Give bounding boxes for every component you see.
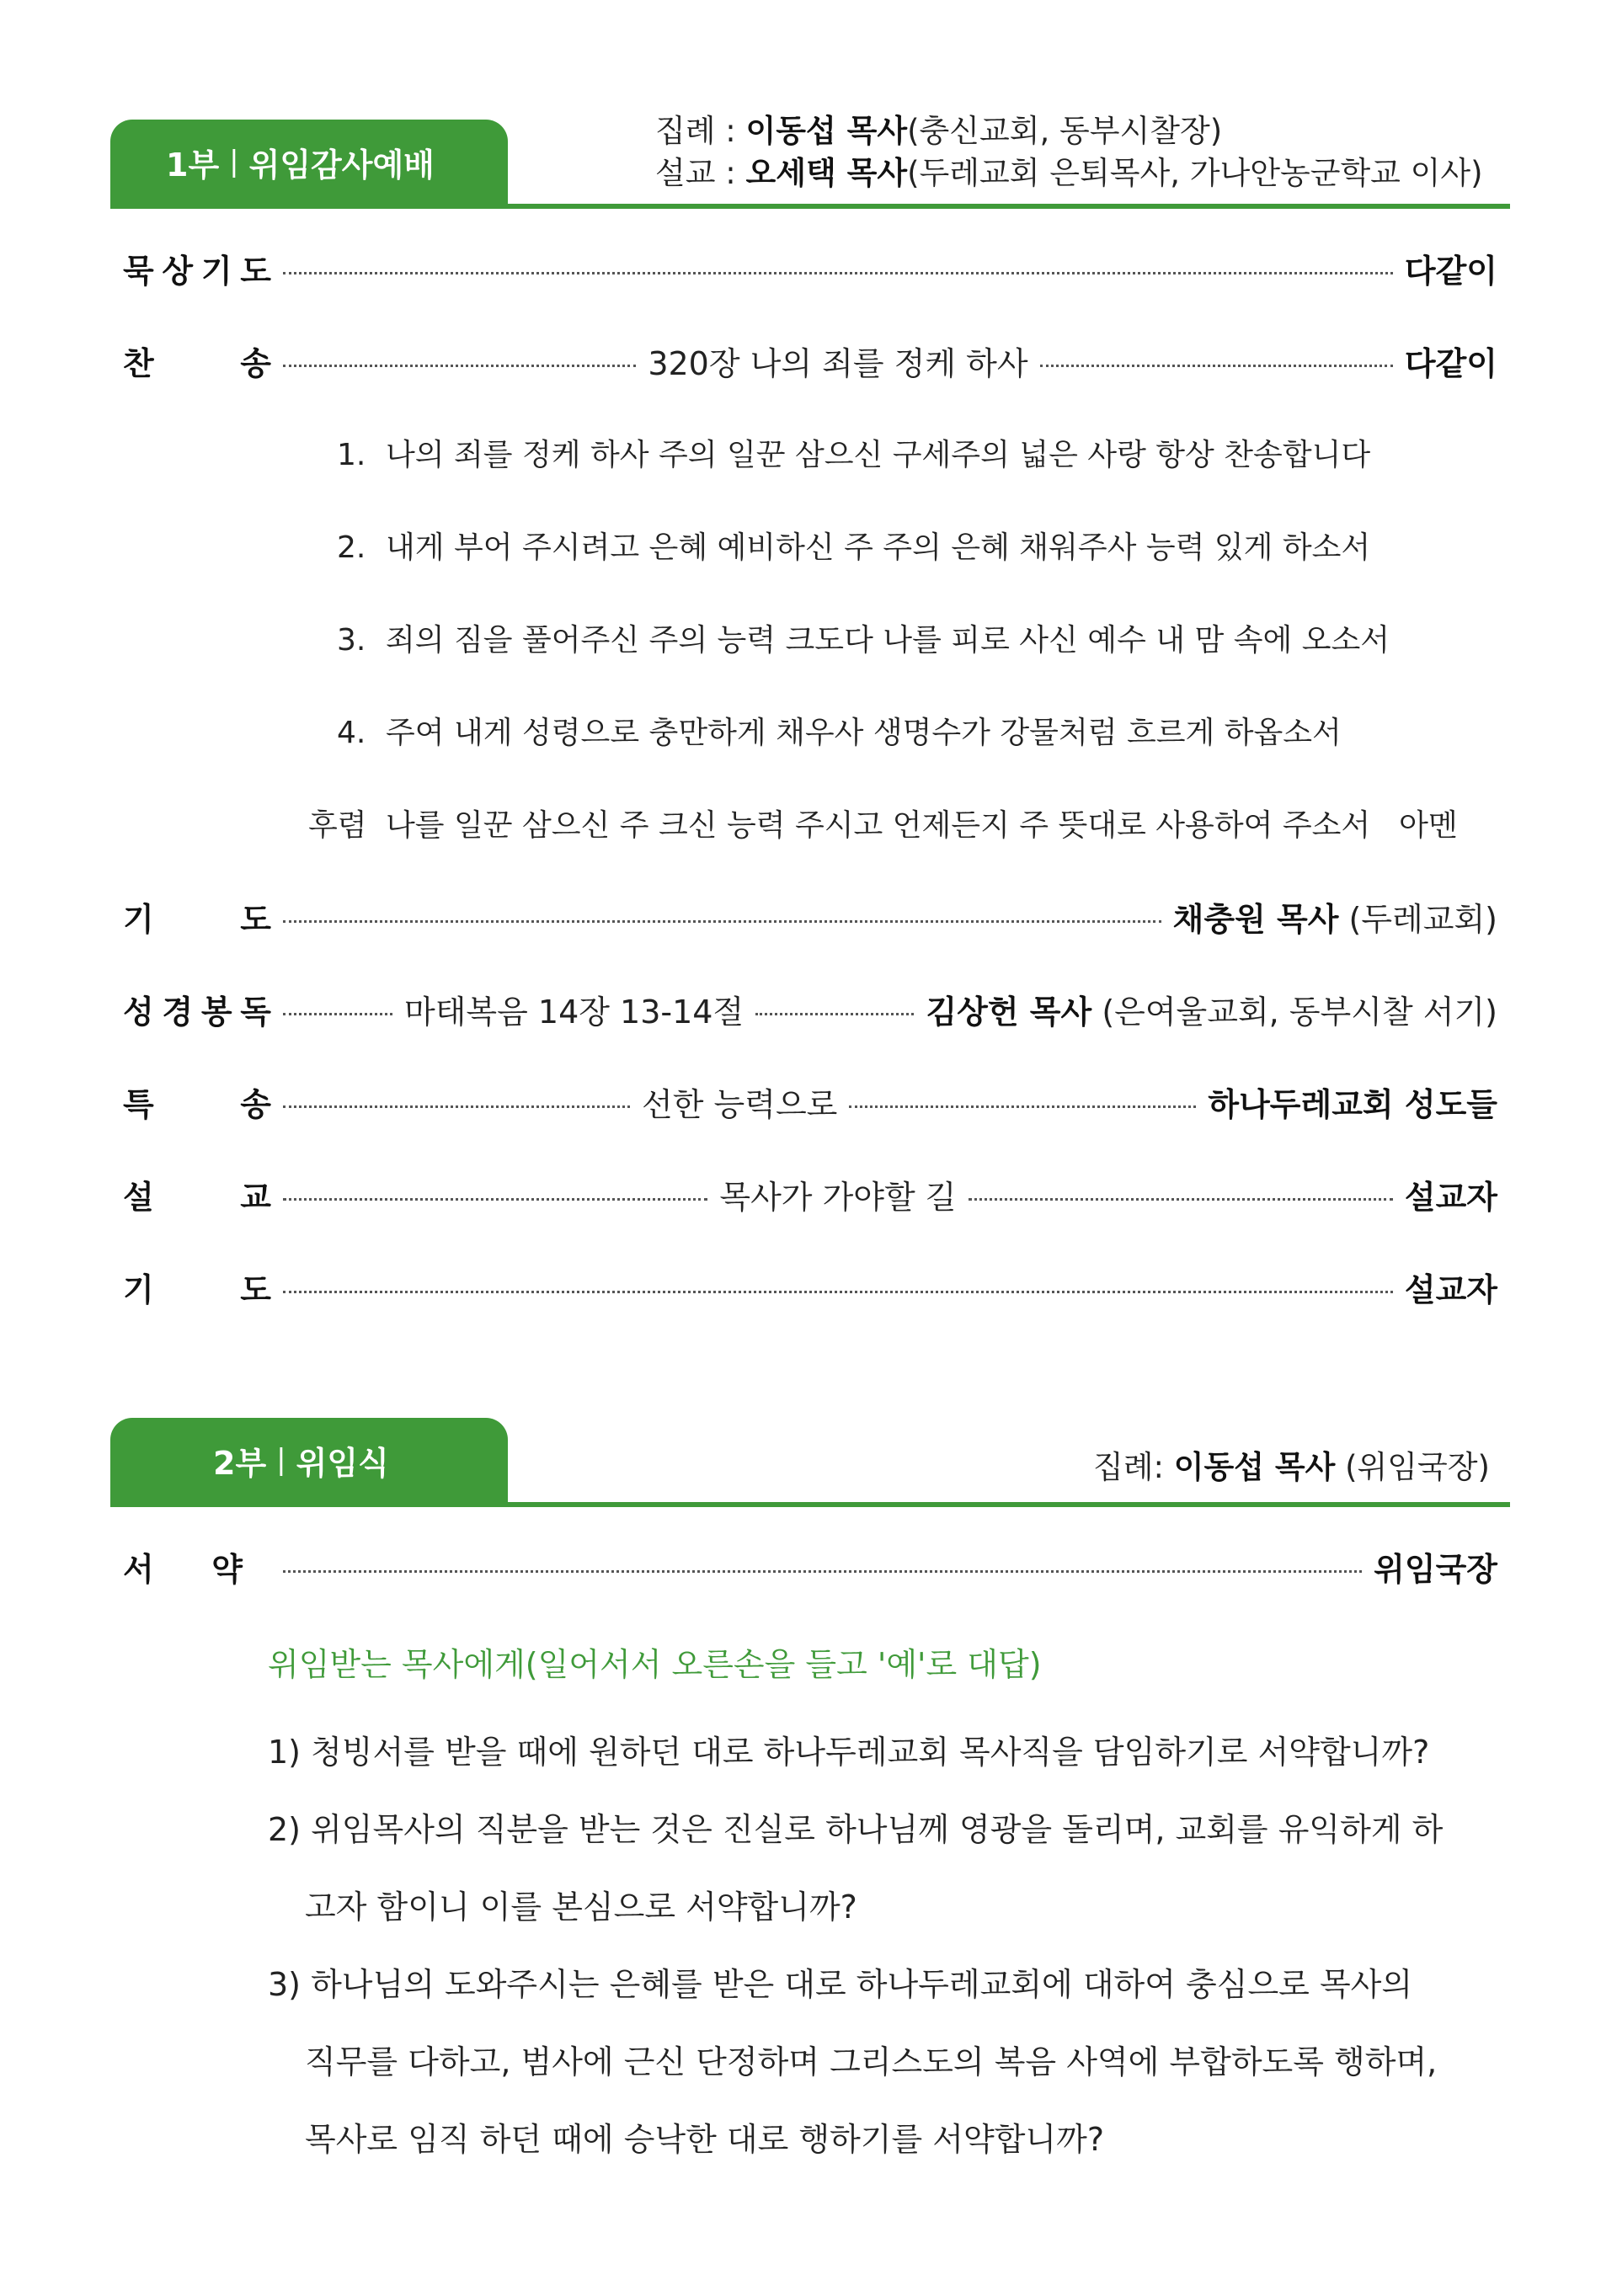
order-item-label [123,1079,271,1125]
vow-question-continued: 고자 함이니 이를 본심으로 서약합니까? [305,1888,857,1926]
part1-presider-name: 이동섭 목사 [745,113,908,149]
hymn-refrain-text: 나를 일꾼 삼으신 주 크신 능력 주시고 언제든지 주 뜻대로 사용하여 주소서 [386,808,1371,843]
part2-presider-line [1093,1446,1490,1489]
dot-leader [283,365,636,367]
order-item-label [123,986,271,1032]
part2-presider-label: 집례: [1093,1449,1174,1485]
order-item-hymn [123,335,1497,386]
hymn-refrain-label: 후렴 [308,808,367,843]
dot-leader [969,1198,1393,1201]
label-char: 서 [123,1550,154,1588]
order-item-content: 마태복음 14장 13-14절 [404,993,744,1031]
vow-question: 1) 청빙서를 받을 때에 원하던 대로 하나두레교회 목사직을 담임하기로 서약합니까? [268,1734,1430,1771]
dot-leader [283,1198,707,1201]
label-char: 특 [123,1085,154,1123]
hymn-verse [337,616,1390,659]
part2-tab [110,1418,508,1502]
order-item-label [123,1543,243,1590]
label-char: 도 [240,900,271,938]
order-item-special-song [123,1076,1497,1127]
label-char: 송 [240,1085,271,1123]
order-item-content: 목사가 가야할 길 [719,1178,957,1216]
label-char: 찬 [123,344,154,382]
label-char: 성 [123,993,154,1031]
order-item-leader: 다같이 [1404,344,1498,382]
part2-presider-name: 이동섭 목사 [1173,1449,1336,1485]
part1-presider-note: (충신교회, 동부시찰장) [907,113,1223,149]
order-item-label [123,1264,271,1310]
part1-presider-line [655,110,1483,152]
hymn-verse-number: 2. [337,530,366,565]
part1-tab-number: 1부 [166,146,220,184]
part1-preacher-note: (두레교회 은퇴목사, 가나안농군학교 이사) [907,155,1483,191]
label-char: 교 [240,1178,271,1216]
order-item-leader: 위임국장 [1374,1550,1497,1588]
order-item-label [123,245,271,291]
part1-preacher-line [655,152,1483,194]
order-item-leader [1173,893,1497,940]
leader-name: 채충원 목사 [1172,900,1339,938]
vow-question-continued: 목사로 임직 하던 때에 승낙한 대로 행하기를 서약합니까? [305,2121,1105,2158]
label-char: 경 [162,993,194,1031]
hymn-verse-number: 4. [337,716,366,750]
order-item-scripture-reading [123,983,1497,1034]
dot-leader [283,272,1393,274]
part2-tab-title: 위임식 [296,1444,389,1482]
dot-leader [1040,365,1393,367]
order-item-closing-prayer [123,1261,1497,1312]
order-item-silent-prayer [123,242,1497,293]
hymn-refrain [308,802,1458,844]
leader-note: (은여울교회, 동부시찰 서기) [1091,993,1497,1031]
vow-question: 3) 하나님의 도와주시는 은혜를 받은 대로 하나두레교회에 대하여 충심으로 목사의 [268,1966,1413,2003]
label-char: 도 [240,1271,271,1308]
vow-question: 2) 위임목사의 직분을 받는 것은 진실로 하나님께 영광을 돌리며, 교회를 유익하게 하 [268,1811,1444,1848]
dot-leader [283,1570,1362,1573]
part1-officiants [655,110,1483,194]
hymn-verse-text: 나의 죄를 정케 하사 주의 일꾼 삼으신 구세주의 넓은 사랑 항상 찬송합니다 [386,438,1371,472]
part2-tab-separator: | [276,1443,286,1477]
part2-presider-note: (위임국장) [1335,1449,1490,1485]
hymn-verse-number: 1. [337,438,366,472]
order-item-label [123,1171,271,1217]
order-item-sermon [123,1169,1497,1219]
part1-header-rule [110,204,1510,209]
label-char: 기 [123,900,154,938]
label-char: 기 [123,1271,154,1308]
order-item-leader: 설교자 [1404,1178,1497,1216]
leader-name: 김상헌 목사 [926,993,1092,1031]
order-item-leader: 설교자 [1404,1271,1497,1308]
label-char: 송 [240,344,271,382]
label-char: 기 [200,252,232,290]
hymn-verse-text: 주여 내게 성령으로 충만하게 채우사 생명수가 강물처럼 흐르게 하옵소서 [386,716,1342,750]
order-item-content: 320장 나의 죄를 정케 하사 [648,344,1028,382]
label-char: 상 [162,252,194,290]
hymn-verse [337,431,1370,474]
hymn-verse-text: 내게 부어 주시려고 은혜 예비하신 주 주의 은혜 채워주사 능력 있게 하소서 [386,530,1371,565]
dot-leader [849,1105,1196,1108]
leader-note: (두레교회) [1338,900,1497,938]
part1-tab-title: 위임감사예배 [248,146,435,184]
label-char: 봉 [200,993,232,1031]
label-char: 도 [240,252,271,290]
order-item-leader [926,986,1497,1032]
label-char: 묵 [123,252,154,290]
dot-leader [283,1291,1393,1293]
label-char: 약 [211,1550,243,1588]
part1-preacher-label: 설교 : [655,155,746,191]
part2-header-rule [110,1502,1510,1507]
hymn-verse [337,709,1342,752]
hymn-verse-text: 죄의 짐을 풀어주신 주의 능력 크도다 나를 피로 사신 예수 내 맘 속에 오소서 [386,623,1390,658]
order-item-label [123,338,271,384]
order-item-leader: 다같이 [1404,252,1497,290]
order-item-label [123,893,271,940]
vow-intro: 위임받는 목사에게(일어서서 오른손을 들고 '예'로 대답) [268,1646,1042,1683]
vow-question-continued: 직무를 다하고, 범사에 근신 단정하며 그리스도의 복음 사역에 부합하도록 행하며, [305,2043,1438,2080]
order-item-prayer [123,891,1497,941]
order-item-leader: 하나두레교회 성도들 [1208,1085,1497,1123]
dot-leader [283,920,1161,923]
label-char: 독 [240,993,271,1031]
dot-leader [755,1013,914,1015]
dot-leader [283,1105,630,1108]
part1-tab [110,120,508,204]
part1-presider-label: 집례 : [655,113,746,149]
order-item-vow [123,1541,1497,1591]
hymn-amen: 아멘 [1399,808,1458,843]
hymn-verse-number: 3. [337,623,366,658]
order-item-content: 선한 능력으로 [642,1085,838,1123]
part2-tab-number: 2부 [213,1444,267,1482]
label-char: 설 [123,1178,154,1216]
part1-preacher-name: 오세택 목사 [745,155,908,191]
part1-tab-separator: | [229,145,239,178]
dot-leader [283,1013,392,1015]
hymn-verse [337,524,1370,567]
